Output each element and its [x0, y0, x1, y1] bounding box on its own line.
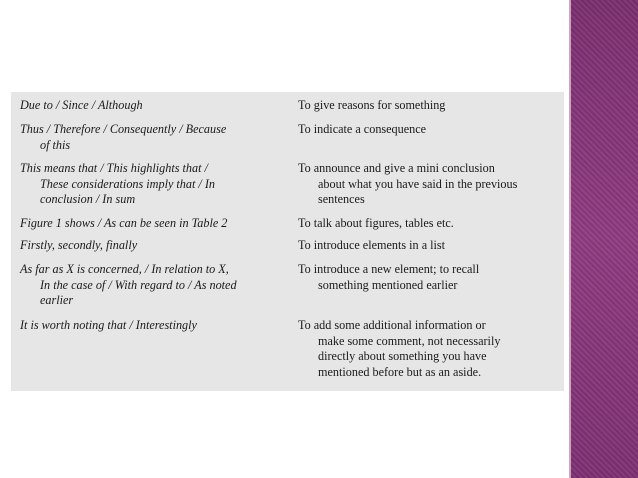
purpose-line: To introduce a new element; to recall	[298, 262, 480, 276]
purpose-line: To announce and give a mini conclusion	[298, 161, 495, 175]
purpose-line: something mentioned earlier	[318, 277, 458, 292]
purpose-cell	[298, 216, 558, 232]
purpose-line: directly about something you have	[318, 349, 487, 363]
phrase-cell	[20, 122, 285, 153]
phrase-cell	[20, 216, 285, 232]
purpose-cell	[298, 262, 558, 293]
phrase-line: Firstly, secondly, finally	[20, 238, 138, 252]
phrase-line: It is worth noting that / Interestingly	[20, 318, 197, 332]
phrase-cell	[20, 318, 285, 334]
phrase-line: In the case of / With regard to / As noted	[40, 277, 237, 292]
phrase-cell	[20, 98, 285, 114]
purpose-cell	[298, 238, 558, 254]
phrase-line: Due to / Since / Although	[20, 98, 143, 112]
phrase-line: Figure 1 shows / As can be seen in Table 2	[20, 216, 228, 230]
purpose-line: sentences	[318, 192, 365, 206]
phrase-line: These considerations imply that / In	[40, 176, 216, 191]
purpose-cell	[298, 318, 558, 380]
purpose-line: To add some additional information or	[298, 318, 486, 332]
phrase-cell	[20, 238, 285, 254]
purpose-cell	[298, 122, 558, 138]
phrase-line: Thus / Therefore / Consequently / Because	[20, 122, 227, 136]
phrase-cell	[20, 262, 285, 309]
phrase-line: This means that / This highlights that /	[20, 161, 208, 175]
purpose-cell	[298, 161, 558, 208]
purpose-line: To talk about figures, tables etc.	[298, 216, 454, 230]
phrase-line: of this	[40, 137, 71, 152]
purpose-line: To give reasons for something	[298, 98, 446, 112]
purpose-line: about what you have said in the previous	[318, 176, 518, 191]
phrase-line: earlier	[40, 293, 74, 307]
purpose-line: To introduce elements in a list	[298, 238, 446, 252]
purpose-line: make some comment, not necessarily	[318, 333, 501, 348]
purpose-line: mentioned before but as an aside.	[318, 364, 482, 379]
phrase-line: As far as X is concerned, / In relation to X,	[20, 262, 229, 276]
phrase-cell	[20, 161, 285, 208]
phrase-line: conclusion / In sum	[40, 192, 136, 206]
decorative-side-band	[569, 0, 638, 478]
phrase-table	[11, 92, 564, 391]
purpose-cell	[298, 98, 558, 114]
purpose-line: To indicate a consequence	[298, 122, 427, 136]
